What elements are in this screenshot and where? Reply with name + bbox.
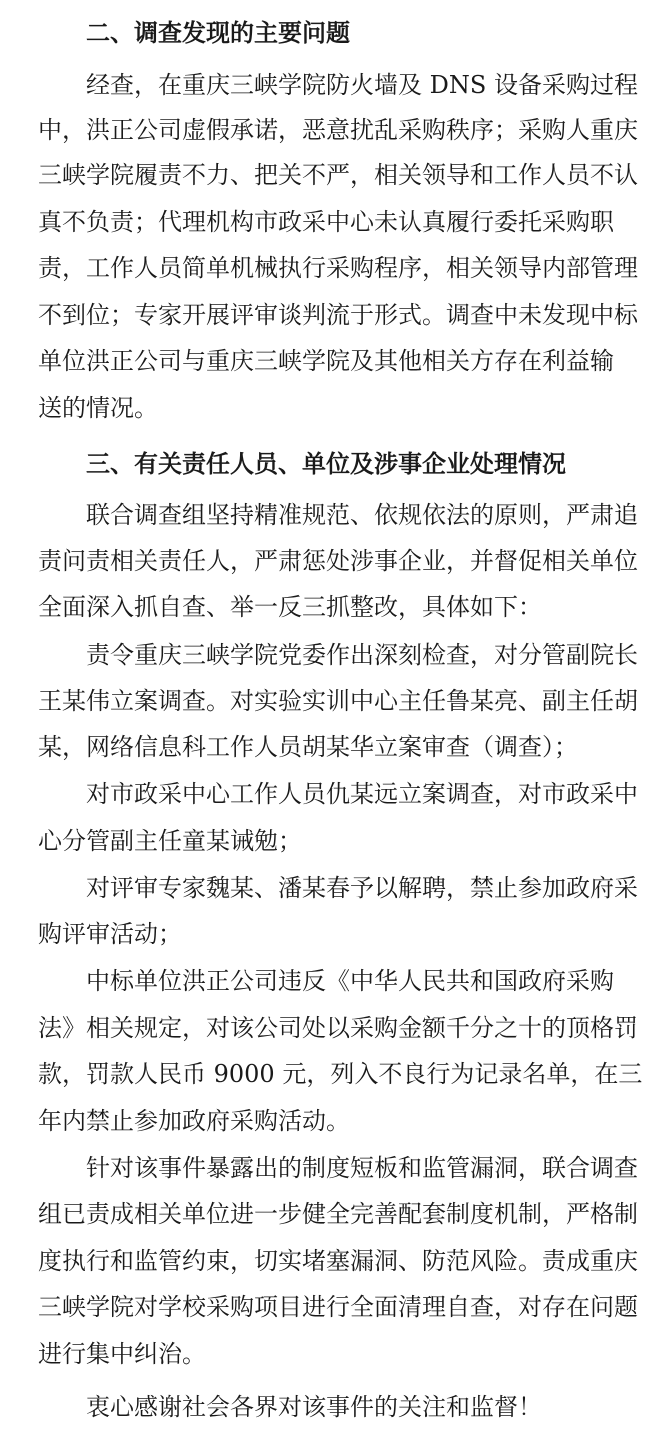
text-line: 单位洪正公司与重庆三峡学院及其他相关方存在利益输 (38, 347, 614, 375)
text-line: 心分管副主任童某诫勉； (38, 827, 302, 855)
text-line: 某，网络信息科工作人员胡某华立案审查（调查）； (38, 733, 578, 761)
text-line: 对市政采中心工作人员仇某远立案调查，对市政采中 (86, 780, 638, 808)
text-line: 三峡学院对学校采购项目进行全面清理自查，对存在问题 (38, 1293, 638, 1321)
text-line: 联合调查组坚持精准规范、依规依法的原则，严肃追 (86, 501, 638, 529)
text-line: 不到位；专家开展评审谈判流于形式。调查中未发现中标 (38, 301, 638, 329)
text-line: 法》相关规定，对该公司处以采购金额千分之十的顶格罚 (38, 1014, 638, 1042)
text-line: 王某伟立案调查。对实验实训中心主任鲁某亮、副主任胡 (38, 687, 638, 715)
section-heading-3: 三、有关责任人员、单位及涉事企业处理情况 (86, 450, 566, 478)
text-line: 组已责成相关单位进一步健全完善配套制度机制，严格制 (38, 1200, 638, 1228)
text-line: 款，罚款人民币 9000 元，列入不良行为记录名单，在三 (38, 1060, 643, 1088)
text-line: 度执行和监管约束，切实堵塞漏洞、防范风险。责成重庆 (38, 1247, 638, 1275)
text-line: 中，洪正公司虚假承诺，恶意扰乱采购秩序；采购人重庆 (38, 116, 638, 144)
text-line: 对评审专家魏某、潘某春予以解聘，禁止参加政府采 (86, 874, 638, 902)
text-line: 针对该事件暴露出的制度短板和监管漏洞，联合调查 (86, 1154, 638, 1182)
text-line: 经查，在重庆三峡学院防火墙及 DNS 设备采购过程 (86, 71, 638, 99)
text-line: 责令重庆三峡学院党委作出深刻检查，对分管副院长 (86, 641, 638, 669)
text-line: 责，工作人员简单机械执行采购程序，相关领导内部管理 (38, 254, 638, 282)
text-line: 中标单位洪正公司违反《中华人民共和国政府采购 (86, 967, 614, 995)
text-line: 衷心感谢社会各界对该事件的关注和监督！ (86, 1393, 542, 1421)
text-line: 全面深入抓自查、举一反三抓整改，具体如下： (38, 593, 542, 621)
text-line: 责问责相关责任人，严肃惩处涉事企业，并督促相关单位 (38, 547, 638, 575)
text-line: 进行集中纠治。 (38, 1340, 206, 1368)
text-line: 真不负责；代理机构市政采中心未认真履行委托采购职 (38, 208, 614, 236)
text-line: 年内禁止参加政府采购活动。 (38, 1107, 350, 1135)
text-line: 送的情况。 (38, 394, 158, 422)
text-line: 购评审活动； (38, 920, 182, 948)
section-heading-2: 二、调查发现的主要问题 (86, 19, 350, 47)
text-line: 三峡学院履责不力、把关不严，相关领导和工作人员不认 (38, 161, 638, 189)
